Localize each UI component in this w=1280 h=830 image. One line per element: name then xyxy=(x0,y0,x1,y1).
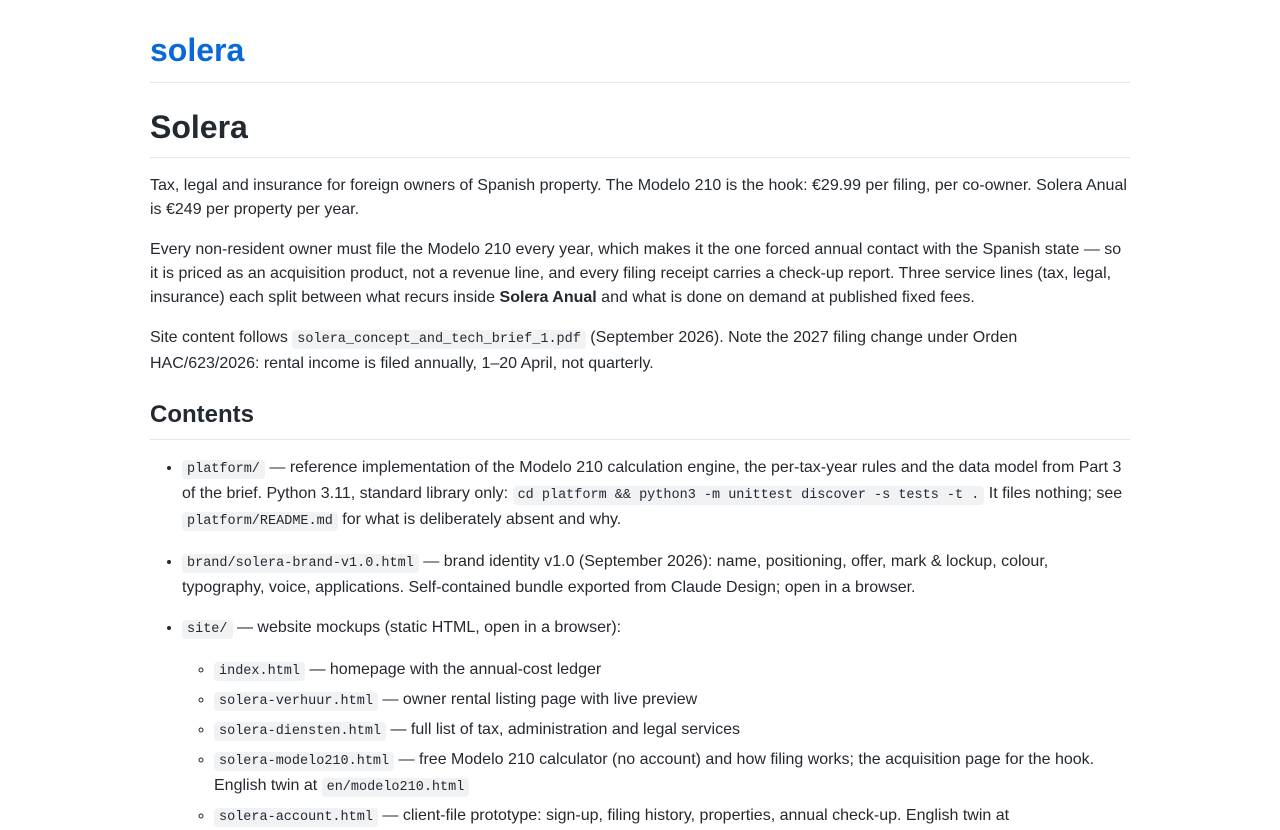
intro-paragraph-3 xyxy=(150,326,1130,376)
solera-anual-bold: Solera Anual xyxy=(499,289,597,306)
list-item-brand xyxy=(182,550,1130,600)
platform-text-1: — reference implementation of the Modelo 210 calculation engine, the per-tax-year rules and the data model from Part 3 of the brief. Python 3.11, standard library only: xyxy=(182,459,1122,502)
brand-text: — brand identity v1.0 (September 2026): name, positioning, offer, mark & lockup, colour, typography, voice, applications. Self-contained bundle exported from Claude Design; open in a browser. xyxy=(182,553,1049,596)
site-page-description: — free Modelo 210 calculator (no account) and how filing works; the acquisition page for the hook. English twin at xyxy=(214,751,1095,794)
platform-text-3: for what is deliberately absent and why. xyxy=(337,511,622,528)
platform-readme-path: platform/README.md xyxy=(182,512,338,531)
list-item-site xyxy=(182,616,1130,830)
site-title-link[interactable]: solera xyxy=(150,32,245,68)
contents-heading: Contents xyxy=(150,400,1130,440)
site-page-file: index.html xyxy=(214,662,305,681)
site-page-file: solera-account.html xyxy=(214,808,378,827)
brand-path: brand/solera-brand-v1.0.html xyxy=(182,554,419,573)
site-page-description: — homepage with the annual-cost ledger xyxy=(305,661,602,678)
page-title: Solera xyxy=(150,107,1130,158)
site-page-file: solera-verhuur.html xyxy=(214,692,378,711)
english-twin-file: en/modelo210.html xyxy=(322,778,470,797)
site-pages-list xyxy=(182,658,1130,830)
page xyxy=(150,0,1130,830)
site-page-description: — full list of tax, administration and legal services xyxy=(386,721,740,738)
site-page-description: — owner rental listing page with live preview xyxy=(377,691,698,708)
intro-text-3b: (September 2026). Note the 2027 filing change under Orden HAC/623/2026: rental income is filed annually, 1–20 April, not quarterly. xyxy=(150,329,1018,372)
site-page-file: solera-modelo210.html xyxy=(214,752,394,771)
intro-text-1: Tax, legal and insurance for foreign owners of Spanish property. The Modelo 210 is the hook: €29.99 per filing, per co-owner. Solera Anual is €249 per property per year. xyxy=(150,177,1127,218)
brief-filename: solera_concept_and_tech_brief_1.pdf xyxy=(292,330,586,349)
platform-test-command: cd platform && python3 -m unittest discover -s tests -t . xyxy=(513,486,985,505)
site-text: — website mockups (static HTML, open in a browser): xyxy=(232,619,622,636)
intro-paragraph-1 xyxy=(150,174,1130,222)
intro-text-3a: Site content follows xyxy=(150,329,293,346)
list-item xyxy=(214,804,1130,830)
intro-text-2b: and what is done on demand at published fixed fees. xyxy=(596,289,975,306)
list-item xyxy=(214,688,1130,714)
list-item-platform xyxy=(182,456,1130,534)
site-page-description: — client-file prototype: sign-up, filing history, properties, annual check-up. English twin at xyxy=(377,807,1010,824)
list-item xyxy=(214,658,1130,684)
contents-list xyxy=(150,456,1130,830)
intro-paragraph-2 xyxy=(150,238,1130,310)
site-path: site/ xyxy=(182,620,233,639)
platform-path: platform/ xyxy=(182,460,265,479)
site-header xyxy=(150,30,1130,83)
platform-text-2: It files nothing; see xyxy=(984,485,1123,502)
intro-text-2a: Every non-resident owner must file the Modelo 210 every year, which makes it the one forced annual contact with the Spanish state — so it is priced as an acquisition product, not a revenue line, and every filing receipt carries a check-up report. Three service lines (tax, legal, insurance) each split between what recurs inside xyxy=(150,241,1122,306)
site-page-file: solera-diensten.html xyxy=(214,722,386,741)
list-item xyxy=(214,718,1130,744)
list-item xyxy=(214,748,1130,800)
